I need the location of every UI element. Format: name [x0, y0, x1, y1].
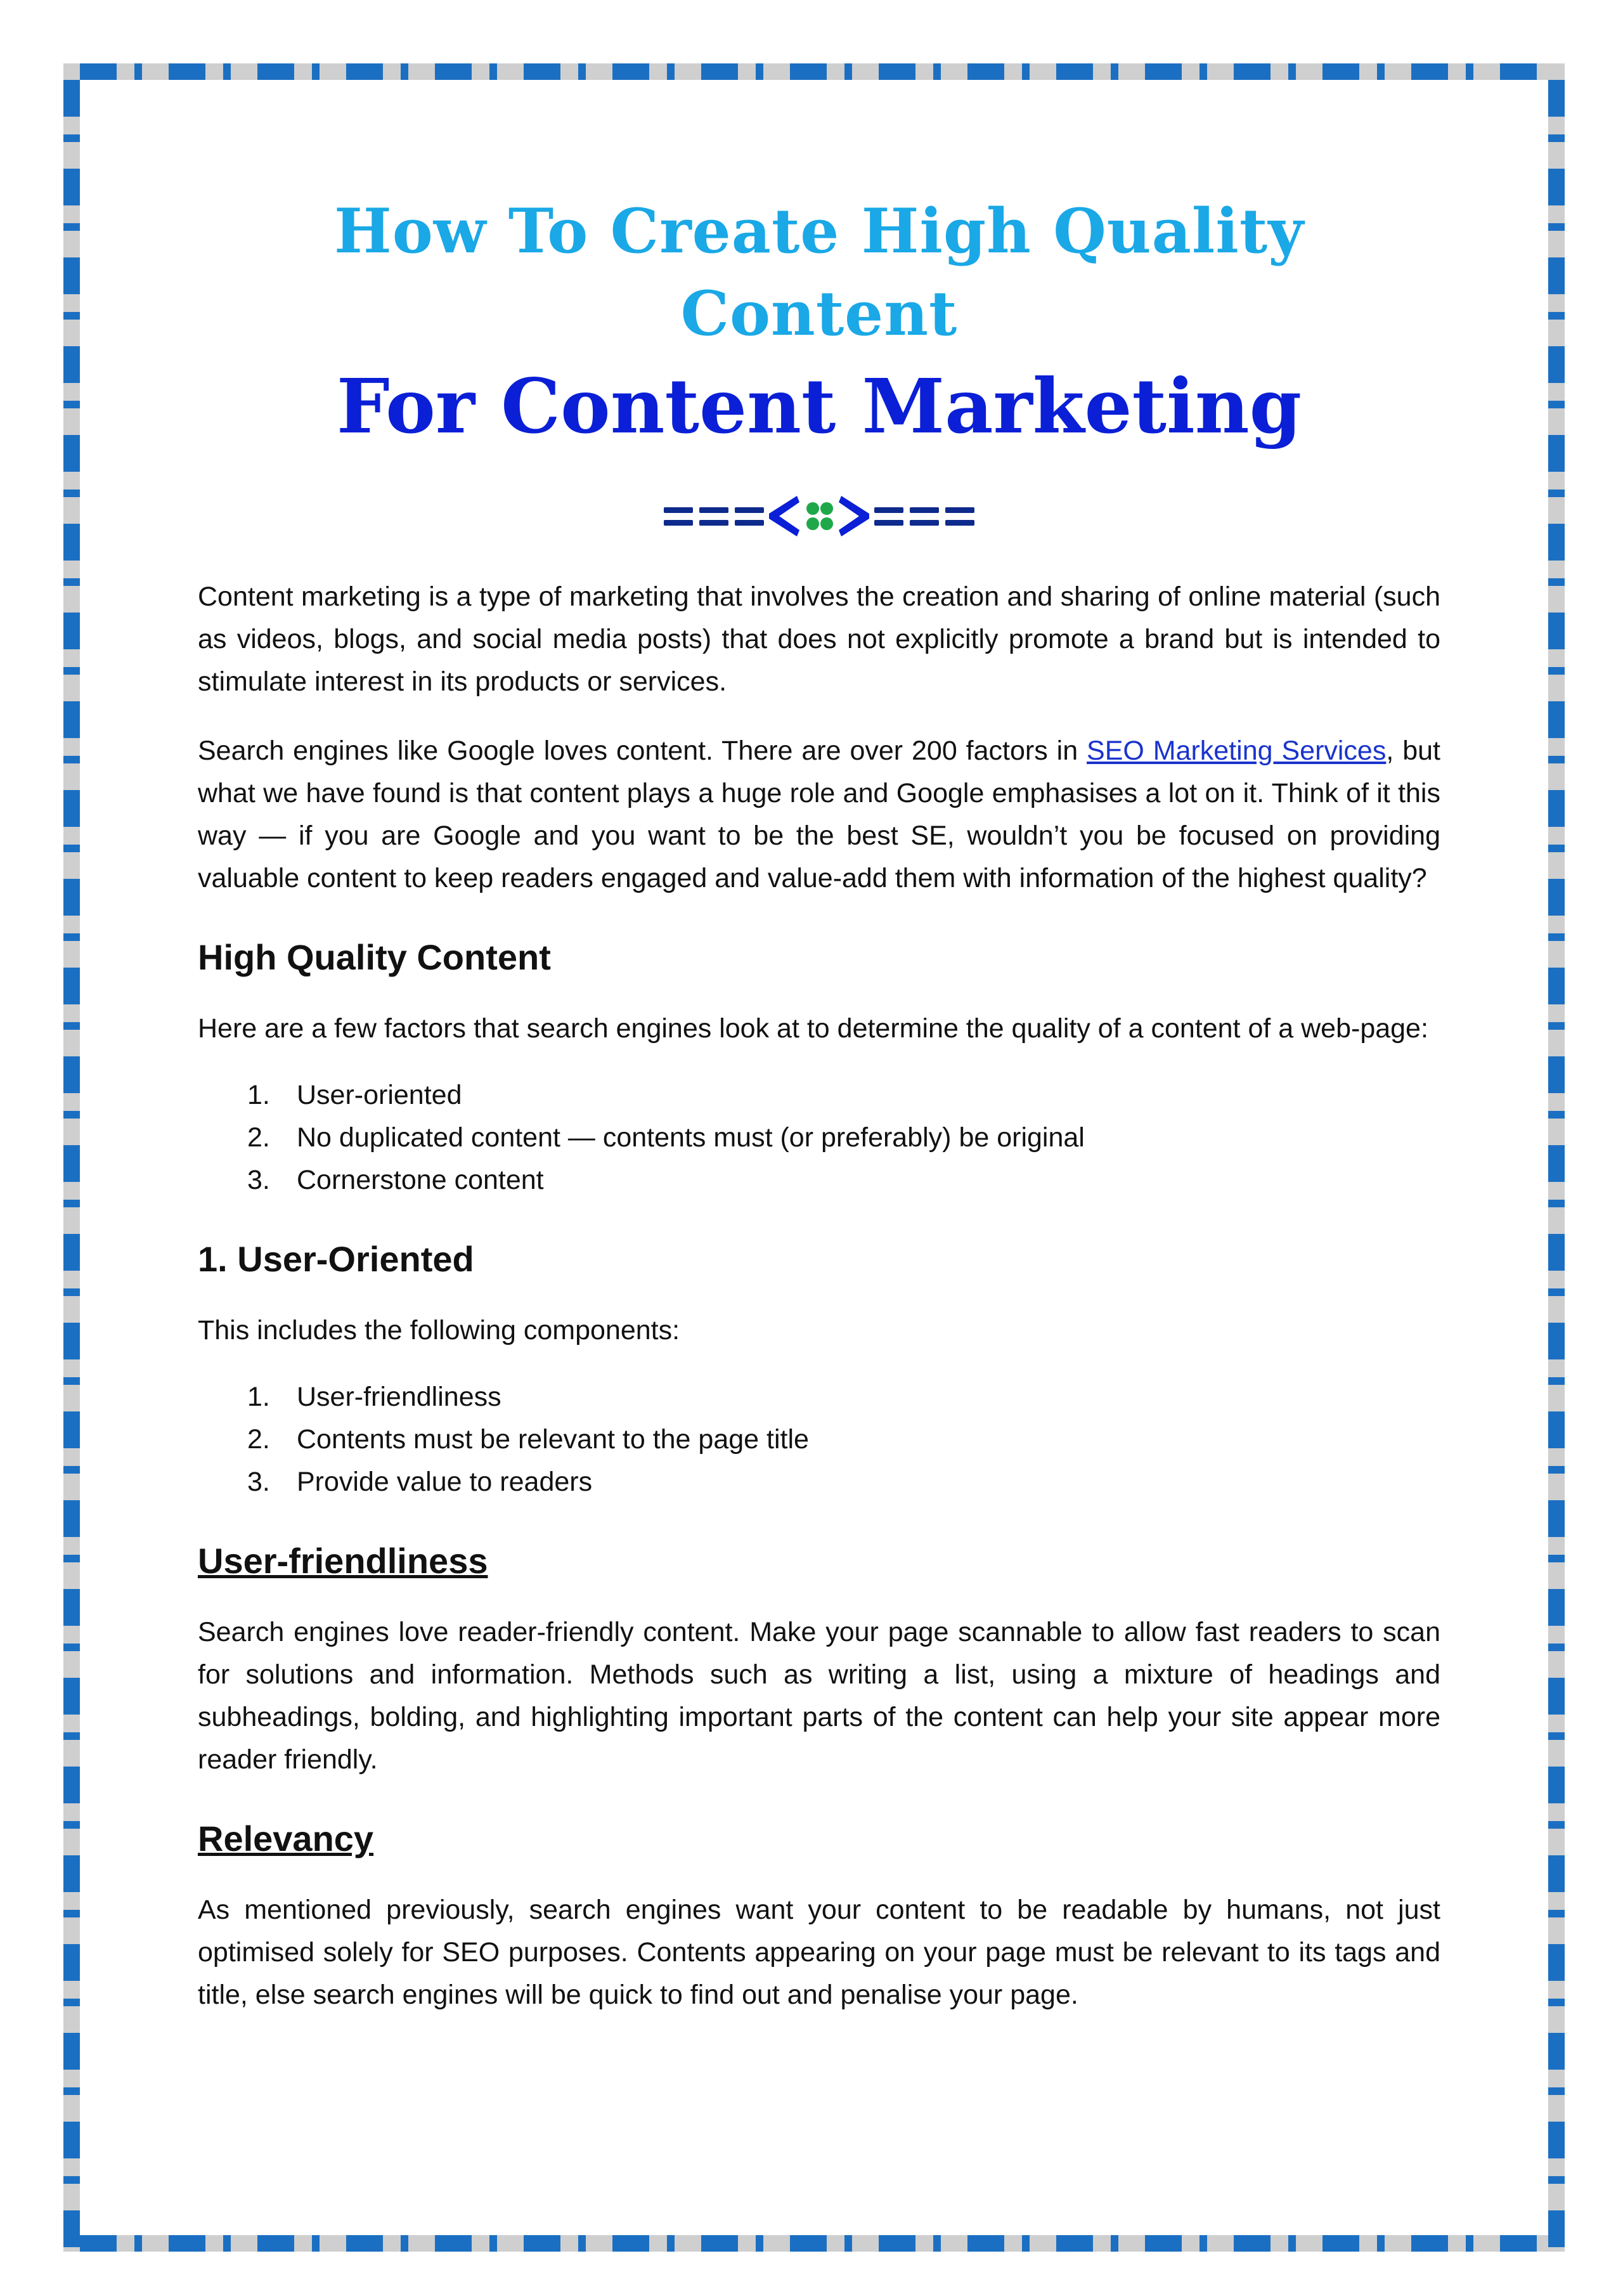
list-item-text: Provide value to readers	[297, 1467, 593, 1497]
user-friendliness-paragraph: Search engines love reader-friendly content. Make your page scannable to allow fast readers to scan for solutions and information. Methods such as writing a list, using a mixture of headings and subheadings, bolding, and highlighting important parts of the content can help your site appear more reader friendly.	[198, 1617, 1440, 1775]
list-item	[247, 1376, 1440, 1418]
seo-marketing-services-link[interactable]: SEO Marketing Services	[1087, 736, 1387, 766]
list-item-number: 2.	[247, 1424, 270, 1455]
border-top-edge	[63, 63, 1565, 80]
list-item	[247, 1117, 1440, 1159]
list-item-number: 3.	[247, 1165, 270, 1195]
list-item	[247, 1074, 1440, 1117]
list-item-text: No duplicated content — contents must (or preferably) be original	[297, 1122, 1085, 1153]
list-item-text: Cornerstone content	[297, 1165, 544, 1195]
heading-user-friendliness: User-friendliness	[198, 1541, 488, 1581]
search-engines-paragraph	[198, 730, 1440, 900]
user-oriented-components-list	[198, 1376, 1440, 1503]
list-item-number: 3.	[247, 1467, 270, 1497]
list-item-text: User-friendliness	[297, 1382, 501, 1412]
heading-user-oriented: 1. User-Oriented	[198, 1239, 474, 1279]
document-title	[198, 190, 1440, 454]
list-item	[247, 1159, 1440, 1202]
list-item	[247, 1418, 1440, 1461]
border-bottom-edge	[63, 2235, 1565, 2252]
search-text-before-link: Search engines like Google loves content. There are over 200 factors in	[198, 736, 1087, 766]
high-quality-intro: Here are a few factors that search engines look at to determine the quality of a content of a web-page:	[198, 1013, 1428, 1044]
list-item-number: 2.	[247, 1122, 270, 1153]
heading-high-quality-content: High Quality Content	[198, 937, 551, 977]
document-body	[198, 190, 1440, 2043]
list-item-text: Contents must be relevant to the page title	[297, 1424, 809, 1455]
title-line-1: How To Create High Quality Content	[334, 195, 1304, 349]
list-item-number: 1.	[247, 1382, 270, 1412]
list-item-number: 1.	[247, 1080, 270, 1110]
quality-factors-list	[198, 1074, 1440, 1202]
title-line-2: For Content Marketing	[336, 362, 1302, 450]
list-item	[247, 1461, 1440, 1503]
intro-paragraph: Content marketing is a type of marketing that involves the creation and sharing of online material (such as videos, blogs, and social media posts) that does not explicitly promote a brand but is intended to stimulate interest in its products or services.	[198, 581, 1440, 697]
relevancy-paragraph: As mentioned previously, search engines want your content to be readable by humans, not just optimised solely for SEO purposes. Contents appearing on your page must be relevant to its tags and title, else search engines will be quick to find out and penalise your page.	[198, 1895, 1440, 2010]
divider-ornament-icon	[664, 493, 974, 539]
border-left-edge	[63, 63, 80, 2252]
list-item-text: User-oriented	[297, 1080, 462, 1110]
border-right-edge	[1548, 63, 1565, 2252]
user-oriented-intro: This includes the following components:	[198, 1315, 680, 1346]
search-text-after-link: , but what we have found is that content plays a huge role and Google emphasises a lot on it. Think of it this way — if you are Google and you want to be the best SE, wouldn’t you be focused on providing valuable content to keep readers engaged and value-add them with information of the highest quality?	[198, 736, 1440, 893]
heading-relevancy: Relevancy	[198, 1819, 374, 1858]
